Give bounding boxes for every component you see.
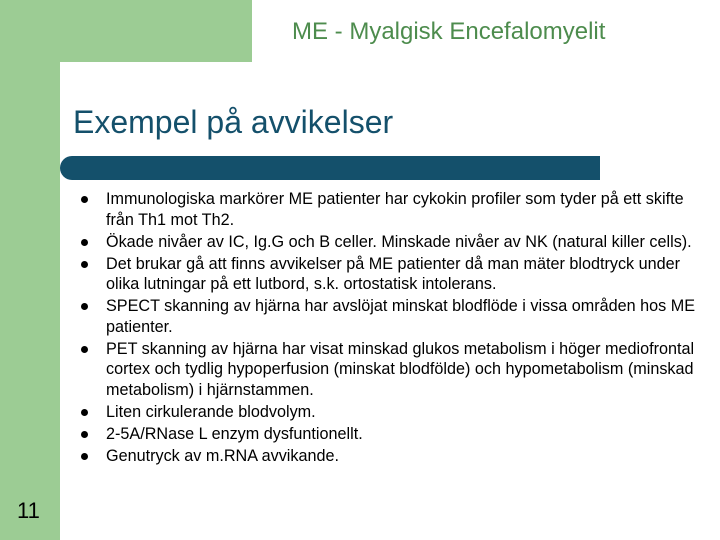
bullet-text: Ökade nivåer av IC, Ig.G och B celler. Minskade nivåer av NK (natural killer cells).	[106, 232, 692, 251]
bullet-text: SPECT skanning av hjärna har avslöjat minskat blodflöde i vissa områden hos ME patienter.	[106, 297, 696, 336]
bullet-text: Immunologiska markörer ME patienter har cykokin profiler som tyder på ett skifte från Th1 mot Th2.	[106, 190, 684, 229]
bullet-icon	[81, 431, 88, 438]
bullet-icon	[81, 346, 88, 353]
left-green-bar	[0, 0, 60, 540]
slide-title: Exempel på avvikelser	[73, 104, 394, 140]
bullet-icon	[81, 196, 88, 203]
list-item	[78, 339, 698, 401]
slide-header: ME - Myalgisk Encefalomyelit	[292, 18, 606, 45]
list-item	[78, 232, 698, 253]
bullet-text: 2-5A/RNase L enzym dysfuntionellt.	[106, 424, 363, 443]
list-item	[78, 189, 698, 230]
page-number: 11	[17, 498, 40, 523]
list-item	[78, 254, 698, 295]
list-item	[78, 446, 698, 467]
bullet-text: Det brukar gå att finns avvikelser på ME patienter då man mäter blodtryck under olika lutningar på ett lutbord, s.k. ortostatisk intolerans.	[106, 254, 681, 293]
bullet-text: Liten cirkulerande blodvolym.	[106, 402, 316, 421]
bullet-icon	[81, 239, 88, 246]
bullet-icon	[81, 261, 88, 268]
bullet-list	[78, 189, 698, 468]
list-item	[78, 424, 698, 445]
bullet-text: PET skanning av hjärna har visat minskad glukos metabolism i höger mediofrontal cortex och tydlig hypoperfusion (minskat blodfölde) och hypometabolism (minskad metabolism) i hjärnstammen.	[106, 339, 695, 399]
list-item	[78, 296, 698, 337]
title-underline-bar	[60, 156, 600, 180]
list-item	[78, 402, 698, 423]
bullet-icon	[81, 453, 88, 460]
bullet-icon	[81, 303, 88, 310]
bullet-text: Genutryck av m.RNA avvikande.	[106, 446, 340, 465]
bullet-icon	[81, 409, 88, 416]
